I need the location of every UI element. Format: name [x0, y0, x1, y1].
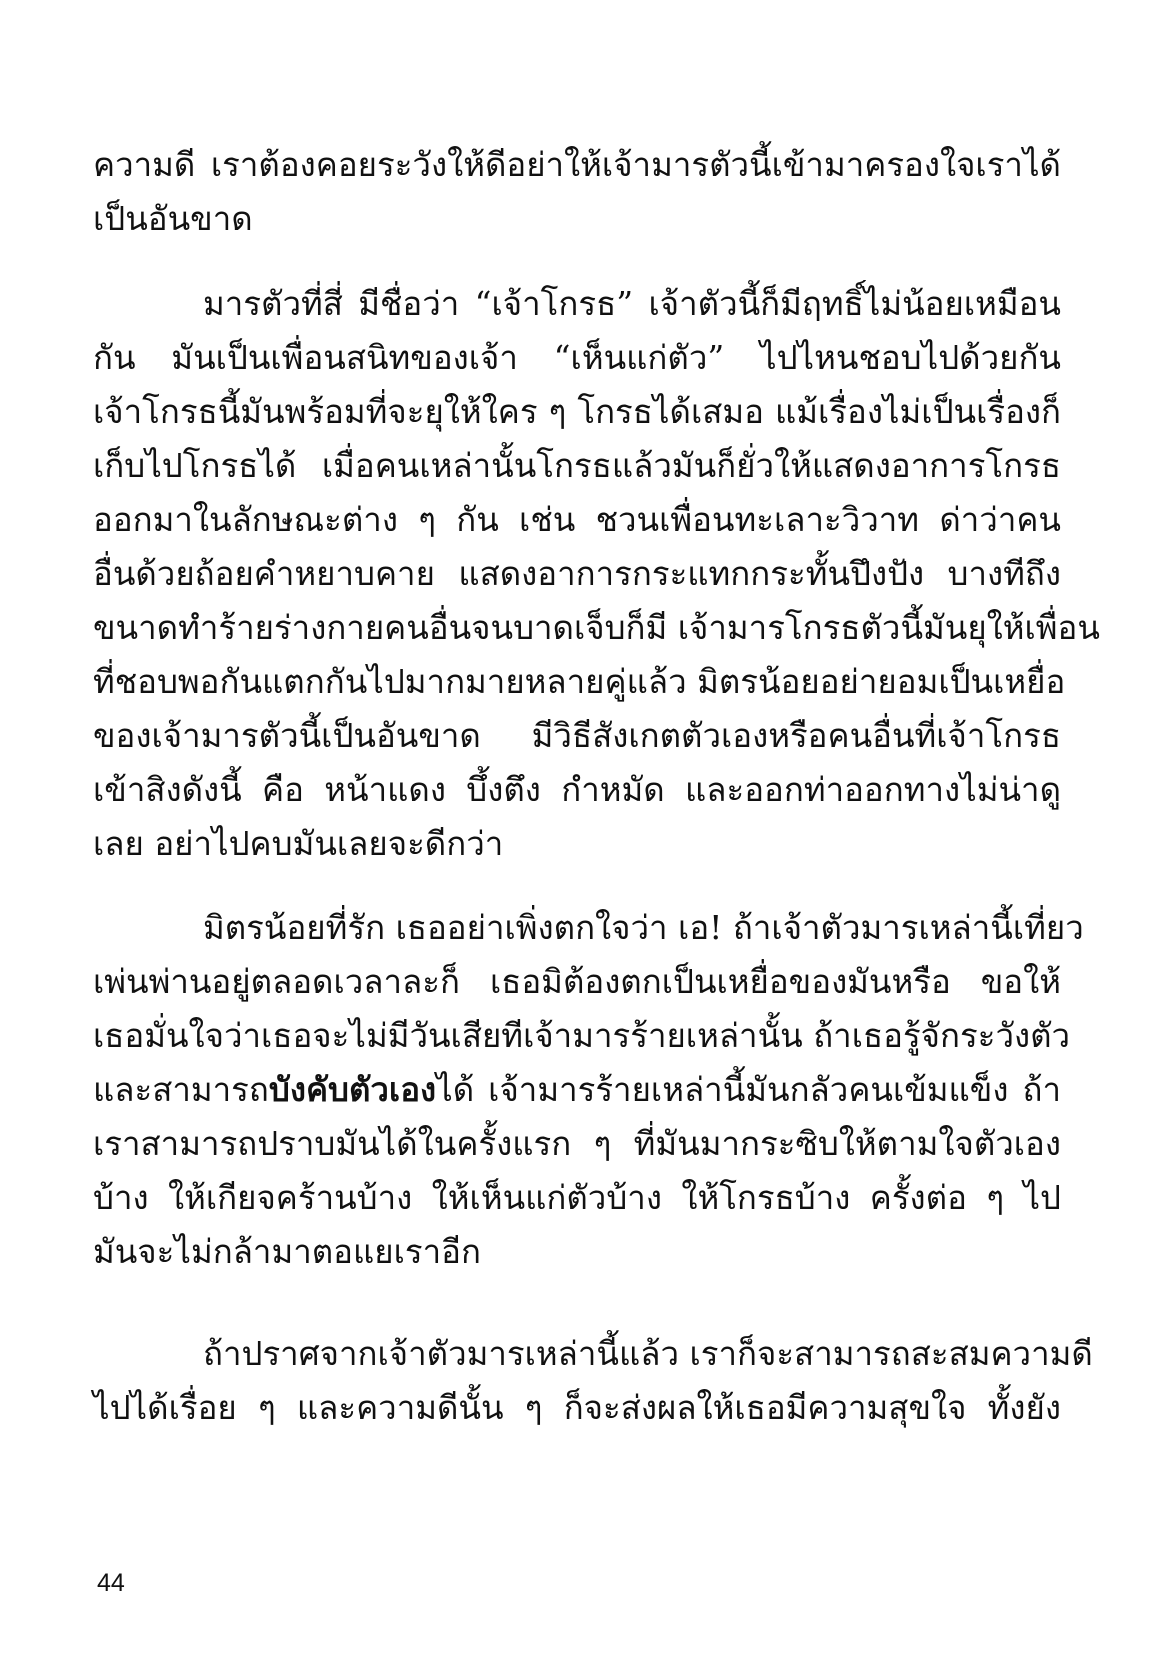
- paragraph-3-line-3: เธอมั่นใจว่าเธอจะไม่มีวันเสียทีเจ้ามารร้ายเหล่านั้น ถ้าเธอรู้จักระวังตัว: [93, 1016, 1071, 1055]
- paragraph-3-line-4: [93, 1067, 1061, 1113]
- paragraph-4-line-1: ถ้าปราศจากเจ้าตัวมารเหล่านี้แล้ว เราก็จะสามารถสะสมความดี: [203, 1334, 1093, 1373]
- paragraph-3-line-4-text-a: และสามารถ: [93, 1070, 269, 1109]
- paragraph-1-line-2: เป็นอันขาด: [93, 199, 253, 238]
- paragraph-3-line-2: เพ่นพ่านอยู่ตลอดเวลาละก็ เธอมิต้องตกเป็นเหยื่อของมันหรือ ขอให้: [93, 962, 1061, 1001]
- page-number: 44: [97, 1569, 125, 1597]
- emphasis-bold-text: บังคับตัวเอง: [268, 1070, 437, 1109]
- paragraph-2-line-3: เจ้าโกรธนี้มันพร้อมที่จะยุให้ใคร ๆ โกรธได้เสมอ แม้เรื่องไม่เป็นเรื่องก็: [93, 392, 1061, 431]
- paragraph-3-line-7: มันจะไม่กล้ามาตอแยเราอีก: [93, 1232, 481, 1271]
- paragraph-2-line-9: ของเจ้ามารตัวนี้เป็นอันขาด มีวิธีสังเกตตัวเองหรือคนอื่นที่เจ้าโกรธ: [93, 716, 1061, 755]
- paragraph-4-line-2: ไปได้เรื่อย ๆ และความดีนั้น ๆ ก็จะส่งผลให้เธอมีความสุขใจ ทั้งยัง: [93, 1388, 1061, 1427]
- paragraph-3-line-1: มิตรน้อยที่รัก เธออย่าเพิ่งตกใจว่า เอ! ถ้าเจ้าตัวมารเหล่านี้เที่ยว: [203, 908, 1084, 947]
- paragraph-2-line-6: อื่นด้วยถ้อยคำหยาบคาย แสดงอาการกระแทกกระทั้นปึงปัง บางทีถึง: [93, 554, 1061, 593]
- paragraph-2-line-8: ที่ชอบพอกันแตกกันไปมากมายหลายคู่แล้ว มิตรน้อยอย่ายอมเป็นเหยื่อ: [93, 662, 1066, 701]
- paragraph-2-line-10: เข้าสิงดังนี้ คือ หน้าแดง บึ้งตึง กำหมัด และออกท่าออกทางไม่น่าดู: [93, 770, 1061, 809]
- paragraph-3-line-5: เราสามารถปราบมันได้ในครั้งแรก ๆ ที่มันมากระซิบให้ตามใจตัวเอง: [93, 1124, 1061, 1163]
- paragraph-2-line-5: ออกมาในลักษณะต่าง ๆ กัน เช่น ชวนเพื่อนทะเลาะวิวาท ด่าว่าคน: [93, 500, 1061, 539]
- paragraph-1-line-1: ความดี เราต้องคอยระวังให้ดีอย่าให้เจ้ามารตัวนี้เข้ามาครองใจเราได้: [93, 145, 1061, 184]
- paragraph-2-line-7: ขนาดทำร้ายร่างกายคนอื่นจนบาดเจ็บก็มี เจ้ามารโกรธตัวนี้มันยุให้เพื่อน: [93, 608, 1100, 647]
- paragraph-2-line-4: เก็บไปโกรธได้ เมื่อคนเหล่านั้นโกรธแล้วมันก็ยั่วให้แสดงอาการโกรธ: [93, 446, 1061, 485]
- paragraph-2-line-11: เลย อย่าไปคบมันเลยจะดีกว่า: [93, 824, 504, 863]
- paragraph-2-line-2: กัน มันเป็นเพื่อนสนิทของเจ้า “เห็นแก่ตัว” ไปไหนชอบไปด้วยกัน: [93, 338, 1061, 377]
- paragraph-3-line-4-text-b: ได้ เจ้ามารร้ายเหล่านี้มันกลัวคนเข้มแข็ง ถ้า: [436, 1070, 1061, 1109]
- paragraph-2-line-1: มารตัวที่สี่ มีชื่อว่า “เจ้าโกรธ” เจ้าตัวนี้ก็มีฤทธิ์ไม่น้อยเหมือน: [203, 284, 1061, 323]
- paragraph-3-line-6: บ้าง ให้เกียจคร้านบ้าง ให้เห็นแก่ตัวบ้าง ให้โกรธบ้าง ครั้งต่อ ๆ ไป: [93, 1178, 1061, 1217]
